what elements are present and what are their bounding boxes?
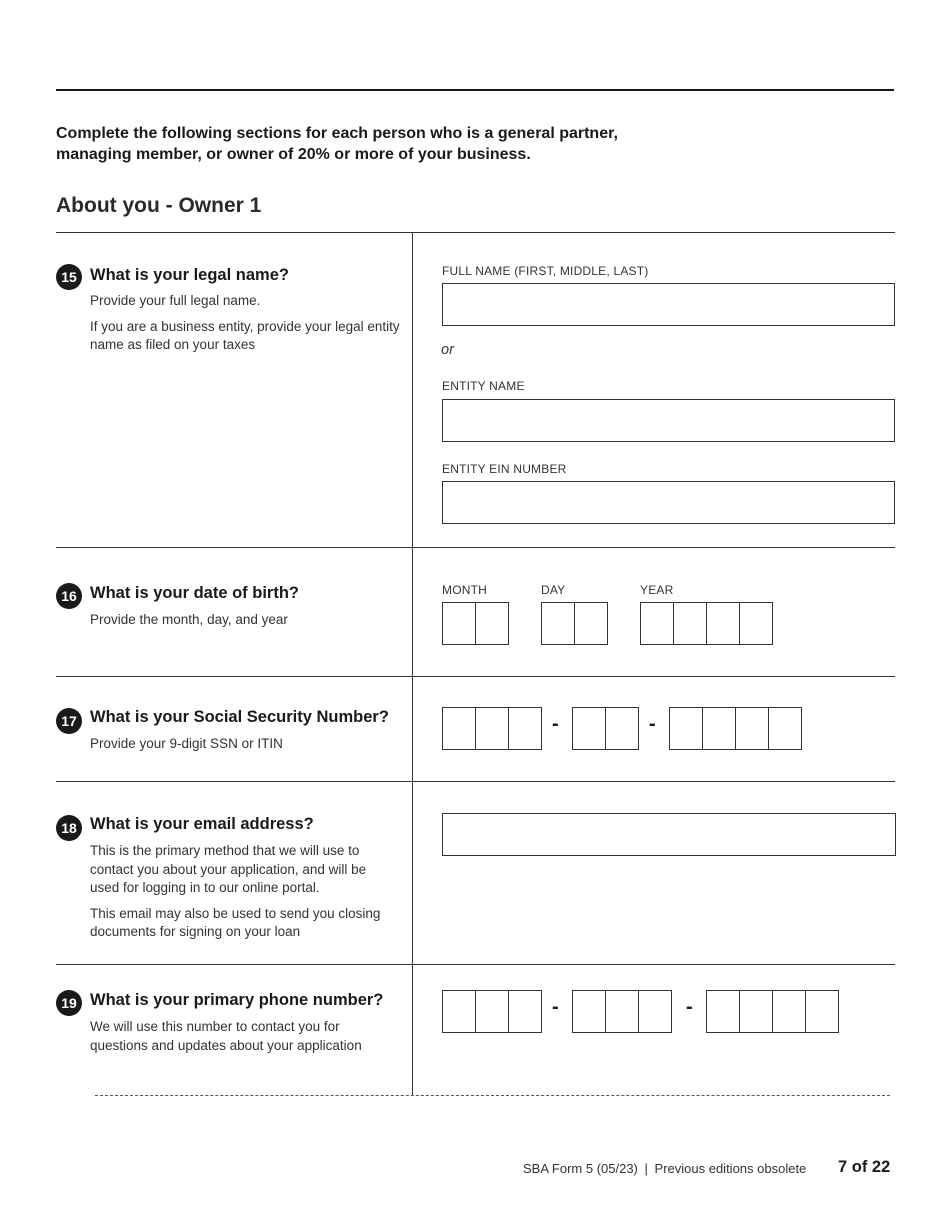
footer-note: Previous editions obsolete [654,1161,807,1176]
digit-box[interactable] [739,990,773,1033]
question-title-legal-name: What is your legal name? [90,266,289,284]
month-input [442,602,509,645]
entity-ein-label: ENTITY EIN NUMBER [442,462,567,476]
digit-box[interactable] [605,990,639,1033]
entity-ein-input[interactable] [442,481,895,524]
month-label: MONTH [442,583,487,597]
digit-box[interactable] [508,990,542,1033]
question-help [90,611,400,630]
full-name-input[interactable] [442,283,895,326]
digit-box[interactable] [702,707,736,750]
help-line: Provide the month, day, and year [90,612,288,627]
digit-box[interactable] [638,990,672,1033]
ssn-separator: - [552,713,559,735]
day-label: DAY [541,583,566,597]
digit-box[interactable] [541,602,575,645]
question-help [90,842,390,942]
year-label: YEAR [640,583,674,597]
intro-text: Complete the following sections for each person who is a general partner, managing member, or owner of 20% or more of your business. [56,125,618,163]
phone-separator: - [686,996,693,1018]
question-number-badge: 19 [56,990,82,1016]
digit-box[interactable] [442,707,476,750]
question-title-email: What is your email address? [90,815,314,833]
ssn-part-3 [669,707,802,750]
or-text: or [441,342,454,358]
divider [56,781,895,782]
email-input[interactable] [442,813,896,856]
question-title-phone: What is your primary phone number? [90,991,384,1009]
day-input [541,602,608,645]
digit-box[interactable] [669,707,703,750]
question-number-badge: 17 [56,708,82,734]
digit-box[interactable] [572,990,606,1033]
footer [523,1161,806,1176]
digit-box[interactable] [475,707,509,750]
digit-box[interactable] [475,602,509,645]
phone-line-number [706,990,839,1033]
help-line: This is the primary method that we will use to contact you about your application, and will be used for logging in to our online portal. [90,843,367,895]
cut-line [95,1095,890,1096]
phone-area-code [442,990,542,1033]
footer-divider: | [644,1161,648,1176]
question-help [90,292,400,355]
digit-box[interactable] [574,602,608,645]
question-number-badge: 15 [56,264,82,290]
top-rule [56,89,894,91]
section-title: About you - Owner 1 [56,194,262,217]
digit-box[interactable] [572,707,606,750]
page-number: 7 of 22 [838,1158,891,1176]
help-line: We will use this number to contact you for questions and updates about your application [90,1019,362,1053]
question-number-badge: 16 [56,583,82,609]
digit-box[interactable] [640,602,674,645]
digit-box[interactable] [706,990,740,1033]
form-name: SBA Form 5 (05/23) [523,1161,638,1176]
ssn-part-1 [442,707,542,750]
digit-box[interactable] [475,990,509,1033]
question-number-badge: 18 [56,815,82,841]
digit-box[interactable] [673,602,707,645]
question-help [90,735,400,754]
digit-box[interactable] [442,990,476,1033]
digit-box[interactable] [706,602,740,645]
question-help [90,1018,395,1055]
help-line: If you are a business entity, provide your legal entity name as filed on your taxes [90,318,400,352]
phone-separator: - [552,996,559,1018]
digit-box[interactable] [768,707,802,750]
divider [56,547,895,548]
digit-box[interactable] [739,602,773,645]
digit-box[interactable] [772,990,806,1033]
entity-name-label: ENTITY NAME [442,379,525,393]
phone-prefix [572,990,672,1033]
help-line: Provide your full legal name. [90,293,261,308]
divider [56,676,895,677]
ssn-part-2 [572,707,639,750]
divider [56,232,895,233]
full-name-label: FULL NAME (FIRST, MIDDLE, LAST) [442,264,649,278]
digit-box[interactable] [805,990,839,1033]
column-divider [412,233,413,1095]
digit-box[interactable] [442,602,476,645]
digit-box[interactable] [735,707,769,750]
digit-box[interactable] [508,707,542,750]
ssn-separator: - [649,713,656,735]
question-title-date-of-birth: What is your date of birth? [90,584,299,602]
help-line: Provide your 9-digit SSN or ITIN [90,736,283,751]
entity-name-input[interactable] [442,399,895,442]
digit-box[interactable] [605,707,639,750]
divider [56,964,895,965]
question-title-ssn: What is your Social Security Number? [90,708,389,726]
year-input [640,602,773,645]
help-line: This email may also be used to send you closing documents for signing on your loan [90,905,381,939]
